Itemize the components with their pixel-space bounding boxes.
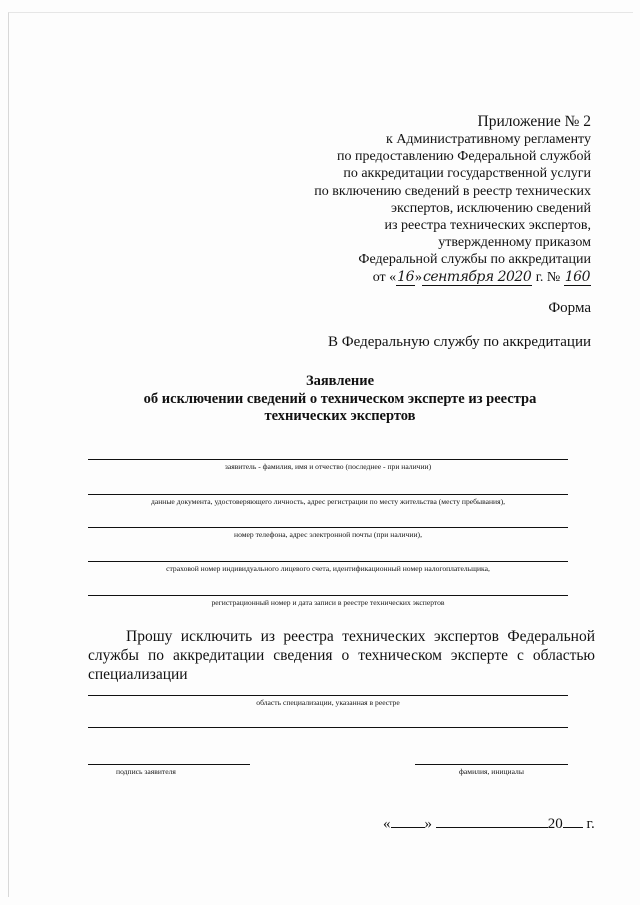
name-caption: фамилия, инициалы <box>459 767 524 776</box>
order-prefix: от « <box>372 269 397 285</box>
applicant-name-field[interactable] <box>88 459 568 472</box>
contact-field[interactable] <box>88 527 568 540</box>
appendix-number: Приложение № 2 <box>477 113 591 130</box>
order-year-suffix: г. № <box>532 269 561 285</box>
appendix-header <box>314 113 591 286</box>
appendix-line: по аккредитации государственной услуги <box>343 166 591 182</box>
appendix-line: по предоставлению Федеральной службой <box>336 149 591 165</box>
identity-document-field[interactable] <box>88 494 568 507</box>
field-caption: заявитель - фамилия, имя и отчество (последнее - при наличии) <box>224 462 432 471</box>
specialization-field[interactable] <box>88 695 568 708</box>
order-reference <box>314 269 591 286</box>
field-caption: область специализации, указанная в реестре <box>256 698 400 707</box>
date-open-quote: « <box>383 816 391 832</box>
field-caption: номер телефона, адрес электронной почты (при наличии), <box>234 530 422 539</box>
snils-inn-field[interactable] <box>88 561 568 574</box>
order-month-year: сентября 2020 <box>422 268 532 285</box>
request-text: Прошу исключить из реестра технических экспертов Федеральной службы по аккредитации сведения о техническом эксперте с областью специализации <box>88 628 595 683</box>
title-line-2: об исключении сведений о техническом эксперте из реестра <box>143 390 537 407</box>
addressee: В Федеральную службу по аккредитации <box>328 334 591 350</box>
date-century: 20 <box>547 816 563 832</box>
field-caption: регистрационный номер и дата записи в реестре технических экспертов <box>211 598 445 607</box>
date-field <box>383 815 595 833</box>
date-year-blank[interactable] <box>563 815 583 828</box>
appendix-line: Федеральной службы по аккредитации <box>358 252 591 268</box>
appendix-line: экспертов, исключению сведений <box>391 200 591 216</box>
order-day: 16 <box>397 268 414 285</box>
appendix-line: по включению сведений в реестр технических <box>314 183 591 199</box>
appendix-line: к Административному регламенту <box>386 132 591 147</box>
registry-entry-field[interactable] <box>88 595 568 608</box>
signature-caption: подпись заявителя <box>116 767 176 776</box>
form-label: Форма <box>548 300 591 316</box>
signature-field[interactable] <box>88 764 250 777</box>
specialization-extra-field[interactable] <box>88 727 568 728</box>
order-number: 160 <box>564 268 590 285</box>
appendix-line: из реестра технических экспертов, <box>384 218 591 234</box>
title-line-1: Заявление <box>305 373 375 389</box>
date-year-suffix: г. <box>586 816 595 832</box>
field-caption: страховой номер индивидуального лицевого счета, идентификационный номер налогоплательщика, <box>166 564 490 573</box>
field-caption: данные документа, удостоверяющего личность, адрес регистрации по месту жительства (месту пребывания), <box>150 497 506 506</box>
order-quote-close: » <box>414 269 422 285</box>
date-close-quote: » <box>424 816 432 832</box>
appendix-line: утвержденному приказом <box>438 235 591 251</box>
document-title <box>0 373 640 426</box>
date-day-blank[interactable] <box>391 815 425 828</box>
title-line-3: технических экспертов <box>264 408 416 424</box>
name-initials-field[interactable] <box>415 764 568 777</box>
date-month-blank[interactable] <box>436 815 548 828</box>
